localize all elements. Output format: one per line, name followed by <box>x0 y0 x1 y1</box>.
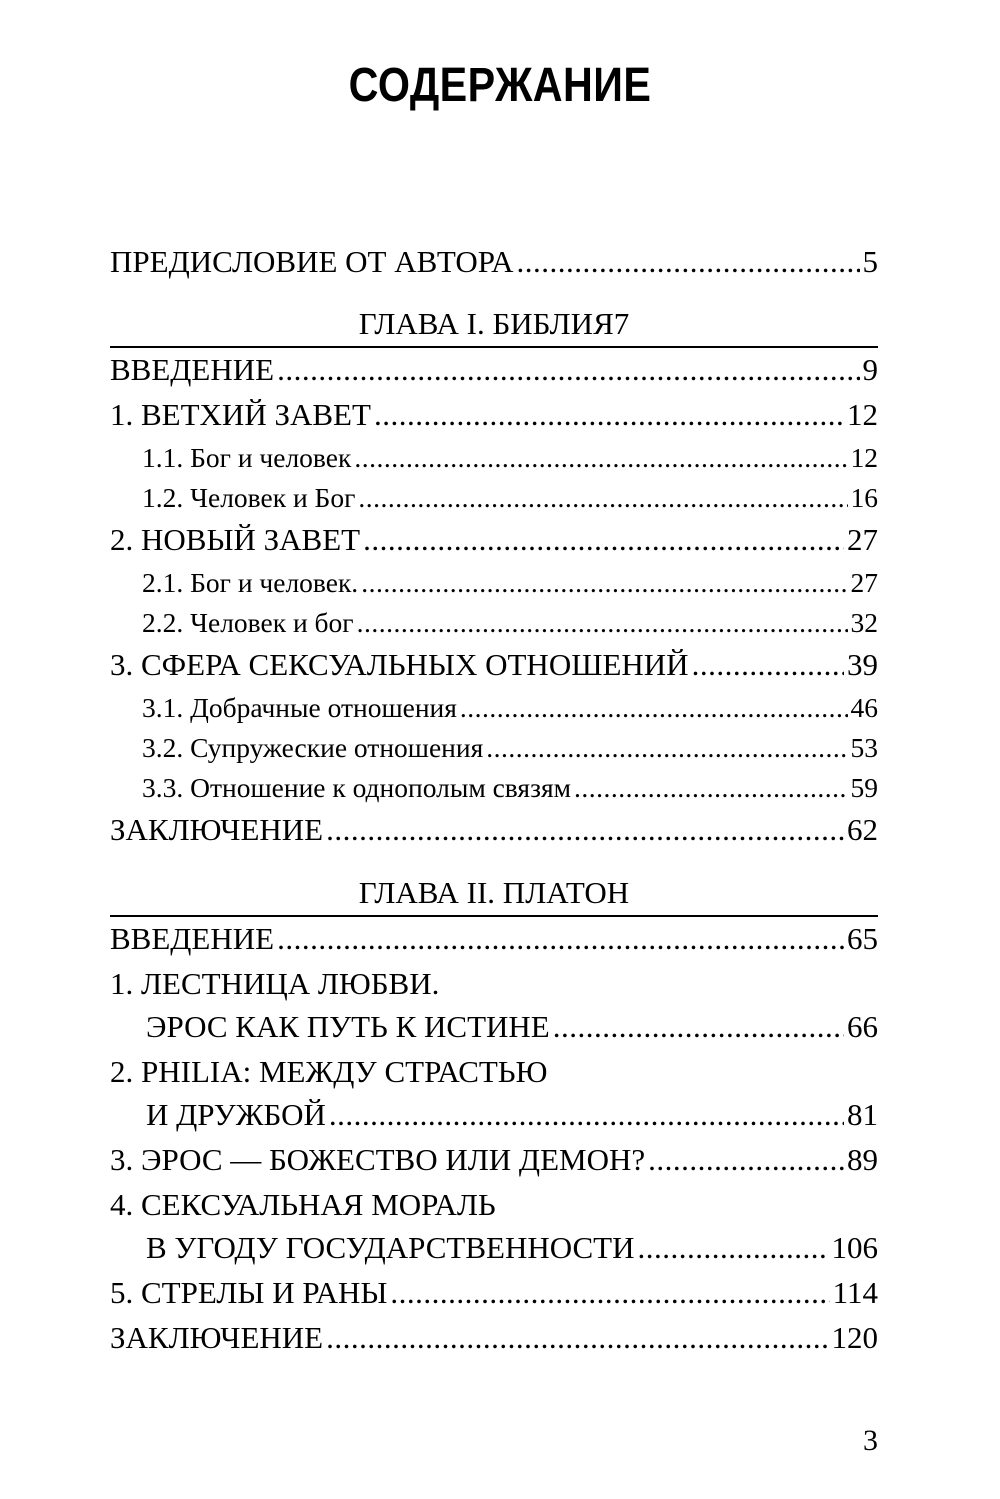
entry-label-line2: ЭРОС КАК ПУТЬ К ИСТИНЕ <box>146 1009 550 1044</box>
entry-page: 120 <box>831 1320 878 1355</box>
entry-page: 39 <box>847 647 878 682</box>
entry-label: 1.1. Бог и человек <box>142 442 352 473</box>
entry-label: ПРЕДИСЛОВИЕ ОТ АВТОРА <box>110 244 514 279</box>
dot-leader <box>358 482 847 514</box>
toc-entry[interactable] <box>110 812 878 857</box>
entry-page: 89 <box>847 1142 878 1177</box>
entry-page: 12 <box>847 397 878 432</box>
entry-label: 1.2. Человек и Бог <box>142 482 356 513</box>
dot-leader <box>553 1009 844 1045</box>
entry-label: 3.3. Отношение к однополым связям <box>142 772 571 803</box>
page-number: 3 <box>863 1424 878 1457</box>
dot-leader <box>574 772 848 804</box>
entry-label: 5. СТРЕЛЫ И РАНЫ <box>110 1275 388 1310</box>
dot-leader <box>326 812 844 848</box>
dot-leader <box>374 397 844 433</box>
entry-label: 3. ЭРОС — БОЖЕСТВО ИЛИ ДЕМОН? <box>110 1142 646 1177</box>
entry-page: 46 <box>850 692 878 723</box>
entry-page: 53 <box>850 732 878 763</box>
toc-entry[interactable] <box>110 647 878 692</box>
toc-entry[interactable] <box>110 1142 878 1187</box>
entry-page: 16 <box>850 482 878 513</box>
dot-leader <box>329 1097 844 1133</box>
entry-page: 9 <box>862 352 878 387</box>
dot-leader <box>486 732 847 764</box>
entry-label: 2. НОВЫЙ ЗАВЕТ <box>110 522 361 557</box>
toc-entry[interactable] <box>110 921 878 966</box>
entry-page: 106 <box>831 1230 878 1265</box>
dot-leader <box>361 567 847 599</box>
toc-subentry[interactable] <box>110 732 878 772</box>
dot-leader <box>516 244 859 280</box>
entry-label-line2: В УГОДУ ГОСУДАРСТВЕННОСТИ <box>146 1230 635 1265</box>
entry-label: ВВЕДЕНИЕ <box>110 352 275 387</box>
table-of-contents <box>110 244 878 1365</box>
toc-entry[interactable] <box>110 1097 878 1142</box>
toc-subentry[interactable] <box>110 692 878 732</box>
entry-label: 2.2. Человек и бог <box>142 607 354 638</box>
dot-leader <box>648 1142 844 1178</box>
toc-entry-preface[interactable] <box>110 244 878 297</box>
entry-page: 27 <box>847 522 878 557</box>
page-title: СОДЕРЖАНИЕ <box>348 59 652 112</box>
dot-leader <box>390 1275 829 1311</box>
entry-page: 5 <box>862 244 878 279</box>
entry-label: 2.1. Бог и человек. <box>142 567 359 598</box>
toc-entry[interactable] <box>110 1320 878 1365</box>
entry-page: 27 <box>850 567 878 598</box>
entry-label-line1[interactable]: 4. СЕКСУАЛЬНАЯ МОРАЛЬ <box>110 1187 496 1222</box>
toc-entry[interactable] <box>110 352 878 397</box>
entry-page: 66 <box>847 1009 878 1044</box>
entry-label: 3.2. Супружеские отношения <box>142 732 484 763</box>
toc-subentry[interactable] <box>110 607 878 647</box>
dot-leader <box>357 607 848 639</box>
entry-label-line2: И ДРУЖБОЙ <box>146 1097 326 1132</box>
toc-entry[interactable] <box>110 397 878 442</box>
dot-leader <box>277 921 844 957</box>
dot-leader <box>638 1230 829 1266</box>
toc-subentry[interactable] <box>110 772 878 812</box>
toc-entry[interactable] <box>110 1230 878 1275</box>
entry-label: 1. ВЕТХИЙ ЗАВЕТ <box>110 397 371 432</box>
entry-page: 114 <box>832 1275 878 1310</box>
chapter-heading-2: ГЛАВА II. ПЛАТОН <box>110 875 878 917</box>
dot-leader <box>277 352 859 388</box>
toc-subentry[interactable] <box>110 567 878 607</box>
chapter-heading-1: ГЛАВА I. БИБЛИЯ7 <box>110 306 878 348</box>
entry-label-line1[interactable]: 1. ЛЕСТНИЦА ЛЮБВИ. <box>110 966 440 1001</box>
entry-page: 62 <box>847 812 878 847</box>
dot-leader <box>363 522 844 558</box>
toc-entry[interactable] <box>110 1009 878 1054</box>
entry-page: 12 <box>850 442 878 473</box>
entry-page: 32 <box>850 607 878 638</box>
entry-label-line1[interactable]: 2. PHILIA: МЕЖДУ СТРАСТЬЮ <box>110 1054 548 1089</box>
entry-label: 3. СФЕРА СЕКСУАЛЬНЫХ ОТНОШЕНИЙ <box>110 647 689 682</box>
entry-label: ЗАКЛЮЧЕНИЕ <box>110 1320 324 1355</box>
toc-subentry[interactable] <box>110 482 878 522</box>
dot-leader <box>692 647 844 683</box>
entry-label: ВВЕДЕНИЕ <box>110 921 275 956</box>
entry-page: 81 <box>847 1097 878 1132</box>
toc-entry[interactable] <box>110 522 878 567</box>
toc-entry[interactable] <box>110 1275 878 1320</box>
entry-label: ЗАКЛЮЧЕНИЕ <box>110 812 324 847</box>
dot-leader <box>460 692 848 724</box>
spacer <box>110 857 878 875</box>
entry-page: 65 <box>847 921 878 956</box>
entry-page: 59 <box>850 772 878 803</box>
toc-subentry[interactable] <box>110 442 878 482</box>
dot-leader <box>326 1320 828 1356</box>
dot-leader <box>354 442 847 474</box>
entry-label: 3.1. Добрачные отношения <box>142 692 457 723</box>
